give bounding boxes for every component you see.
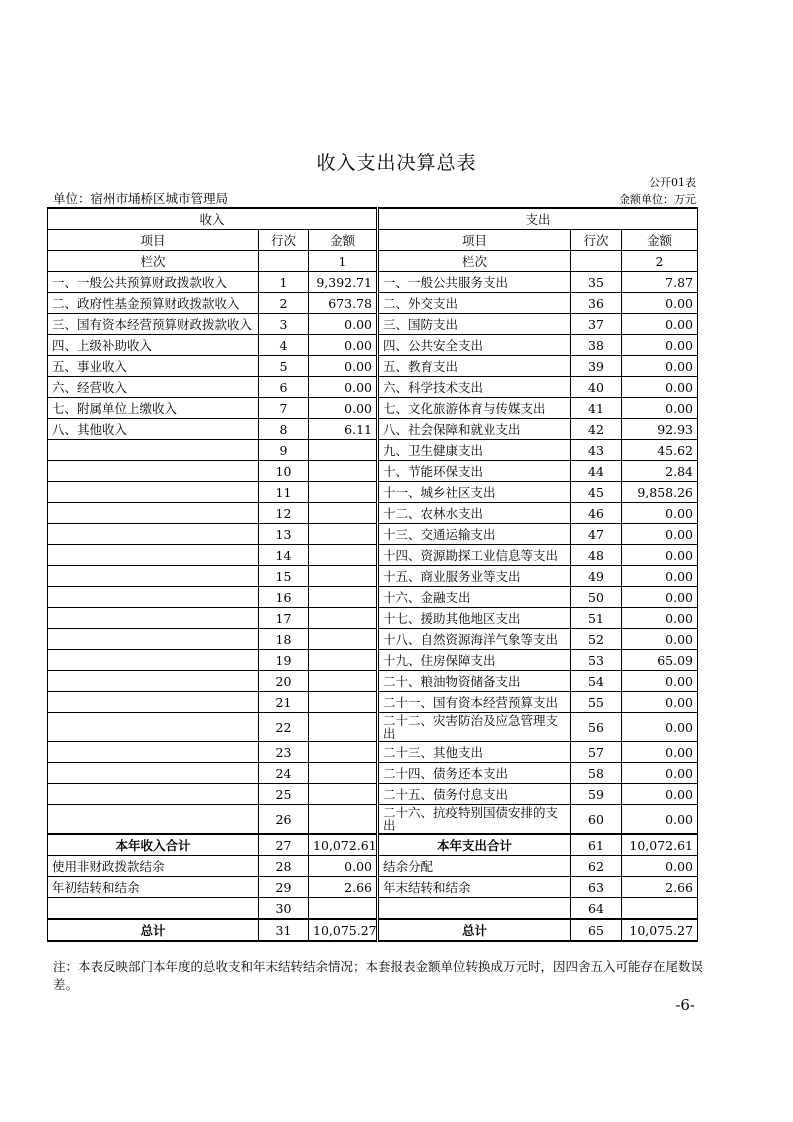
expense-amount: 0.00	[622, 356, 698, 377]
income-column-label: 栏次	[48, 251, 259, 272]
expense-row-no: 52	[571, 629, 622, 650]
table-row	[48, 650, 698, 671]
expense-total-no: 61	[571, 834, 622, 856]
income-item-name	[48, 763, 259, 784]
income-row-no: 16	[259, 587, 309, 608]
income-item-name: 五、事业收入	[48, 356, 259, 377]
end-balance-amount: 2.66	[622, 877, 698, 898]
expense-row-no: 53	[571, 650, 622, 671]
page-title: 收入支出决算总表	[316, 152, 477, 174]
income-row-no: 5	[259, 356, 309, 377]
income-row-no: 7	[259, 398, 309, 419]
expense-column-label: 栏次	[378, 251, 571, 272]
income-row-no: 15	[259, 566, 309, 587]
income-amount	[309, 805, 378, 835]
expense-amount: 0.00	[622, 587, 698, 608]
expense-item-name: 三、国防支出	[378, 314, 571, 335]
expense-row-no: 35	[571, 272, 622, 293]
income-amount	[309, 482, 378, 503]
table-row	[48, 713, 698, 742]
income-amount	[309, 461, 378, 482]
income-amount	[309, 503, 378, 524]
expense-amount: 0.00	[622, 503, 698, 524]
income-item-name: 三、国有资本经营预算财政拨款收入	[48, 314, 259, 335]
unit-label: 单位：宿州市埇桥区城市管理局	[53, 191, 229, 206]
income-item-name	[48, 503, 259, 524]
income-amount: 0.00	[309, 335, 378, 356]
expense-amount: 0.00	[622, 713, 698, 742]
begin-balance-amount: 2.66	[309, 877, 378, 898]
expense-item-name: 二十、粮油物资储备支出	[378, 671, 571, 692]
expense-row-no: 54	[571, 671, 622, 692]
footnote: 注：本表反映部门本年度的总收支和年末结转结余情况；本套报表金额单位转换成万元时，因四舍五入可能存在尾数误差。	[53, 959, 704, 992]
table-row	[48, 742, 698, 763]
table-row	[48, 440, 698, 461]
income-item-name	[48, 587, 259, 608]
expense-amount: 0.00	[622, 629, 698, 650]
expense-row-no: 39	[571, 356, 622, 377]
income-item-name	[48, 566, 259, 587]
grand-total-left-label: 总计	[48, 919, 259, 941]
expense-item-name: 九、卫生健康支出	[378, 440, 571, 461]
expense-item-name: 十八、自然资源海洋气象等支出	[378, 629, 571, 650]
expense-item-header: 项目	[378, 230, 571, 251]
expense-row-no: 47	[571, 524, 622, 545]
expense-row-no: 56	[571, 713, 622, 742]
expense-rowno-header: 行次	[571, 230, 622, 251]
income-amount: 0.00	[309, 398, 378, 419]
expense-amount: 0.00	[622, 524, 698, 545]
income-item-name	[48, 524, 259, 545]
income-amount	[309, 671, 378, 692]
income-item-name: 二、政府性基金预算财政拨款收入	[48, 293, 259, 314]
expense-item-name: 二十三、其他支出	[378, 742, 571, 763]
expense-item-name: 八、社会保障和就业支出	[378, 419, 571, 440]
income-amount	[309, 742, 378, 763]
income-item-name	[48, 692, 259, 713]
income-row-no: 6	[259, 377, 309, 398]
income-item-name	[48, 650, 259, 671]
grand-total-left-no: 31	[259, 919, 309, 941]
expense-column-number: 2	[622, 251, 698, 272]
income-row-no: 17	[259, 608, 309, 629]
table-row	[48, 805, 698, 835]
income-amount: 0.00	[309, 314, 378, 335]
nonfiscal-label: 使用非财政拨款结余	[48, 856, 259, 877]
income-amount	[309, 524, 378, 545]
income-row-no: 13	[259, 524, 309, 545]
income-amount	[309, 713, 378, 742]
begin-balance-label: 年初结转和结余	[48, 877, 259, 898]
income-item-name	[48, 713, 259, 742]
expense-total-label: 本年支出合计	[378, 834, 571, 856]
income-row-no: 4	[259, 335, 309, 356]
income-row-no: 14	[259, 545, 309, 566]
expense-amount: 0.00	[622, 293, 698, 314]
income-total-amount: 10,072.61	[309, 834, 378, 856]
expense-row-no: 37	[571, 314, 622, 335]
table-row	[48, 763, 698, 784]
income-item-name: 四、上级补助收入	[48, 335, 259, 356]
expense-item-name: 十六、金融支出	[378, 587, 571, 608]
expense-amount: 0.00	[622, 545, 698, 566]
expense-amount: 0.00	[622, 335, 698, 356]
income-amount: 673.78	[309, 293, 378, 314]
expense-amount: 0.00	[622, 763, 698, 784]
money-unit-label: 金额单位：万元	[619, 193, 696, 206]
expense-item-name: 二十二、灾害防治及应急管理支出	[378, 713, 571, 742]
income-row-no: 20	[259, 671, 309, 692]
expense-amount: 0.00	[622, 742, 698, 763]
income-row-no: 22	[259, 713, 309, 742]
expense-amount: 2.84	[622, 461, 698, 482]
income-amount	[309, 784, 378, 805]
nonfiscal-amount: 0.00	[309, 856, 378, 877]
grand-total-right-amount: 10,075.27	[622, 919, 698, 941]
income-column-number: 1	[309, 251, 378, 272]
income-item-name: 七、附属单位上缴收入	[48, 398, 259, 419]
expense-row-no: 40	[571, 377, 622, 398]
expense-amount: 9,858.26	[622, 482, 698, 503]
income-row-no: 18	[259, 629, 309, 650]
expense-row-no: 50	[571, 587, 622, 608]
expense-amount-header: 金额	[622, 230, 698, 251]
expense-row-no: 38	[571, 335, 622, 356]
income-row-no: 10	[259, 461, 309, 482]
table-row	[48, 419, 698, 440]
expense-amount: 92.93	[622, 419, 698, 440]
table-row	[48, 293, 698, 314]
expense-row-no: 45	[571, 482, 622, 503]
expense-row-no: 48	[571, 545, 622, 566]
income-item-name	[48, 482, 259, 503]
income-item-name: 一、一般公共预算财政拨款收入	[48, 272, 259, 293]
expense-item-name: 二十四、债务还本支出	[378, 763, 571, 784]
income-row-no: 19	[259, 650, 309, 671]
expense-row-no: 42	[571, 419, 622, 440]
income-item-name	[48, 608, 259, 629]
income-row-no: 11	[259, 482, 309, 503]
expense-row-no: 43	[571, 440, 622, 461]
table-row	[48, 272, 698, 293]
budget-summary-table	[47, 207, 698, 942]
income-item-name	[48, 440, 259, 461]
blank-row-left-no: 30	[259, 898, 309, 920]
table-row	[48, 587, 698, 608]
income-amount	[309, 763, 378, 784]
income-amount	[309, 566, 378, 587]
grand-total-right-no: 65	[571, 919, 622, 941]
table-row	[48, 398, 698, 419]
distribution-amount: 0.00	[622, 856, 698, 877]
expense-amount: 0.00	[622, 805, 698, 835]
distribution-no: 62	[571, 856, 622, 877]
expense-amount: 0.00	[622, 377, 698, 398]
income-item-name	[48, 784, 259, 805]
expense-item-name: 十四、资源勘探工业信息等支出	[378, 545, 571, 566]
expense-amount: 45.62	[622, 440, 698, 461]
income-amount: 9,392.71	[309, 272, 378, 293]
income-amount	[309, 545, 378, 566]
table-row	[48, 503, 698, 524]
expense-item-name: 五、教育支出	[378, 356, 571, 377]
expense-item-name: 二十一、国有资本经营预算支出	[378, 692, 571, 713]
table-row	[48, 524, 698, 545]
income-item-name: 八、其他收入	[48, 419, 259, 440]
income-amount	[309, 440, 378, 461]
expense-row-no: 36	[571, 293, 622, 314]
income-item-name	[48, 545, 259, 566]
blank-row-right-amount	[622, 898, 698, 920]
expense-item-name: 七、文化旅游体育与传媒支出	[378, 398, 571, 419]
income-amount	[309, 608, 378, 629]
page-number: -6-	[675, 996, 695, 1014]
income-item-header: 项目	[48, 230, 259, 251]
income-item-name	[48, 671, 259, 692]
income-item-name	[48, 461, 259, 482]
table-row	[48, 692, 698, 713]
begin-balance-no: 29	[259, 877, 309, 898]
expense-amount: 0.00	[622, 671, 698, 692]
expense-amount: 0.00	[622, 314, 698, 335]
expense-amount: 0.00	[622, 608, 698, 629]
table-row	[48, 629, 698, 650]
income-header: 收入	[48, 208, 378, 230]
income-amount	[309, 587, 378, 608]
expense-item-name: 六、科学技术支出	[378, 377, 571, 398]
income-row-no: 24	[259, 763, 309, 784]
expense-item-name: 十七、援助其他地区支出	[378, 608, 571, 629]
table-row	[48, 314, 698, 335]
income-item-name	[48, 629, 259, 650]
income-item-name	[48, 805, 259, 835]
expense-row-no: 59	[571, 784, 622, 805]
income-row-no: 26	[259, 805, 309, 835]
expense-amount: 7.87	[622, 272, 698, 293]
expense-amount: 0.00	[622, 784, 698, 805]
income-item-name: 六、经营收入	[48, 377, 259, 398]
income-row-no: 9	[259, 440, 309, 461]
grand-total-left-amount: 10,075.27	[309, 919, 378, 941]
income-item-name	[48, 742, 259, 763]
expense-item-name: 十二、农林水支出	[378, 503, 571, 524]
expense-item-name: 十九、住房保障支出	[378, 650, 571, 671]
expense-item-name: 十三、交通运输支出	[378, 524, 571, 545]
expense-row-no: 55	[571, 692, 622, 713]
expense-amount: 0.00	[622, 692, 698, 713]
table-row	[48, 482, 698, 503]
nonfiscal-no: 28	[259, 856, 309, 877]
blank-row-left-label	[48, 898, 259, 920]
income-amount	[309, 650, 378, 671]
data-rows	[48, 272, 698, 835]
income-row-no: 8	[259, 419, 309, 440]
table-row	[48, 784, 698, 805]
income-amount: 6.11	[309, 419, 378, 440]
expense-item-name: 十、节能环保支出	[378, 461, 571, 482]
income-row-no: 2	[259, 293, 309, 314]
income-total-label: 本年收入合计	[48, 834, 259, 856]
expense-amount: 0.00	[622, 398, 698, 419]
expense-amount: 65.09	[622, 650, 698, 671]
expense-row-no: 49	[571, 566, 622, 587]
table-row	[48, 608, 698, 629]
income-amount-header: 金额	[309, 230, 378, 251]
income-amount	[309, 692, 378, 713]
income-amount: 0.00	[309, 377, 378, 398]
expense-row-no: 46	[571, 503, 622, 524]
expense-header: 支出	[378, 208, 698, 230]
expense-row-no: 41	[571, 398, 622, 419]
income-row-no: 23	[259, 742, 309, 763]
income-row-no: 25	[259, 784, 309, 805]
grand-total-right-label: 总计	[378, 919, 571, 941]
income-amount	[309, 629, 378, 650]
expense-row-no: 51	[571, 608, 622, 629]
form-number: 公开01表	[649, 176, 696, 189]
end-balance-no: 63	[571, 877, 622, 898]
income-column-blank	[259, 251, 309, 272]
table-row	[48, 335, 698, 356]
expense-amount: 0.00	[622, 566, 698, 587]
expense-item-name: 四、公共安全支出	[378, 335, 571, 356]
expense-item-name: 十五、商业服务业等支出	[378, 566, 571, 587]
expense-row-no: 57	[571, 742, 622, 763]
table-row	[48, 545, 698, 566]
expense-column-blank	[571, 251, 622, 272]
income-total-no: 27	[259, 834, 309, 856]
expense-row-no: 60	[571, 805, 622, 835]
blank-row-right-label	[378, 898, 571, 920]
blank-row-left-amount	[309, 898, 378, 920]
table-row	[48, 566, 698, 587]
table-row	[48, 356, 698, 377]
income-row-no: 12	[259, 503, 309, 524]
income-row-no: 1	[259, 272, 309, 293]
expense-row-no: 44	[571, 461, 622, 482]
expense-item-name: 二、外交支出	[378, 293, 571, 314]
expense-total-amount: 10,072.61	[622, 834, 698, 856]
distribution-label: 结余分配	[378, 856, 571, 877]
expense-item-name: 二十六、抗疫特别国债安排的支出	[378, 805, 571, 835]
end-balance-label: 年末结转和结余	[378, 877, 571, 898]
income-rowno-header: 行次	[259, 230, 309, 251]
expense-row-no: 58	[571, 763, 622, 784]
table-row	[48, 461, 698, 482]
table-row	[48, 377, 698, 398]
income-amount: 0.00	[309, 356, 378, 377]
income-row-no: 3	[259, 314, 309, 335]
blank-row-right-no: 64	[571, 898, 622, 920]
table-row	[48, 671, 698, 692]
expense-item-name: 一、一般公共服务支出	[378, 272, 571, 293]
expense-item-name: 二十五、债务付息支出	[378, 784, 571, 805]
income-row-no: 21	[259, 692, 309, 713]
expense-item-name: 十一、城乡社区支出	[378, 482, 571, 503]
